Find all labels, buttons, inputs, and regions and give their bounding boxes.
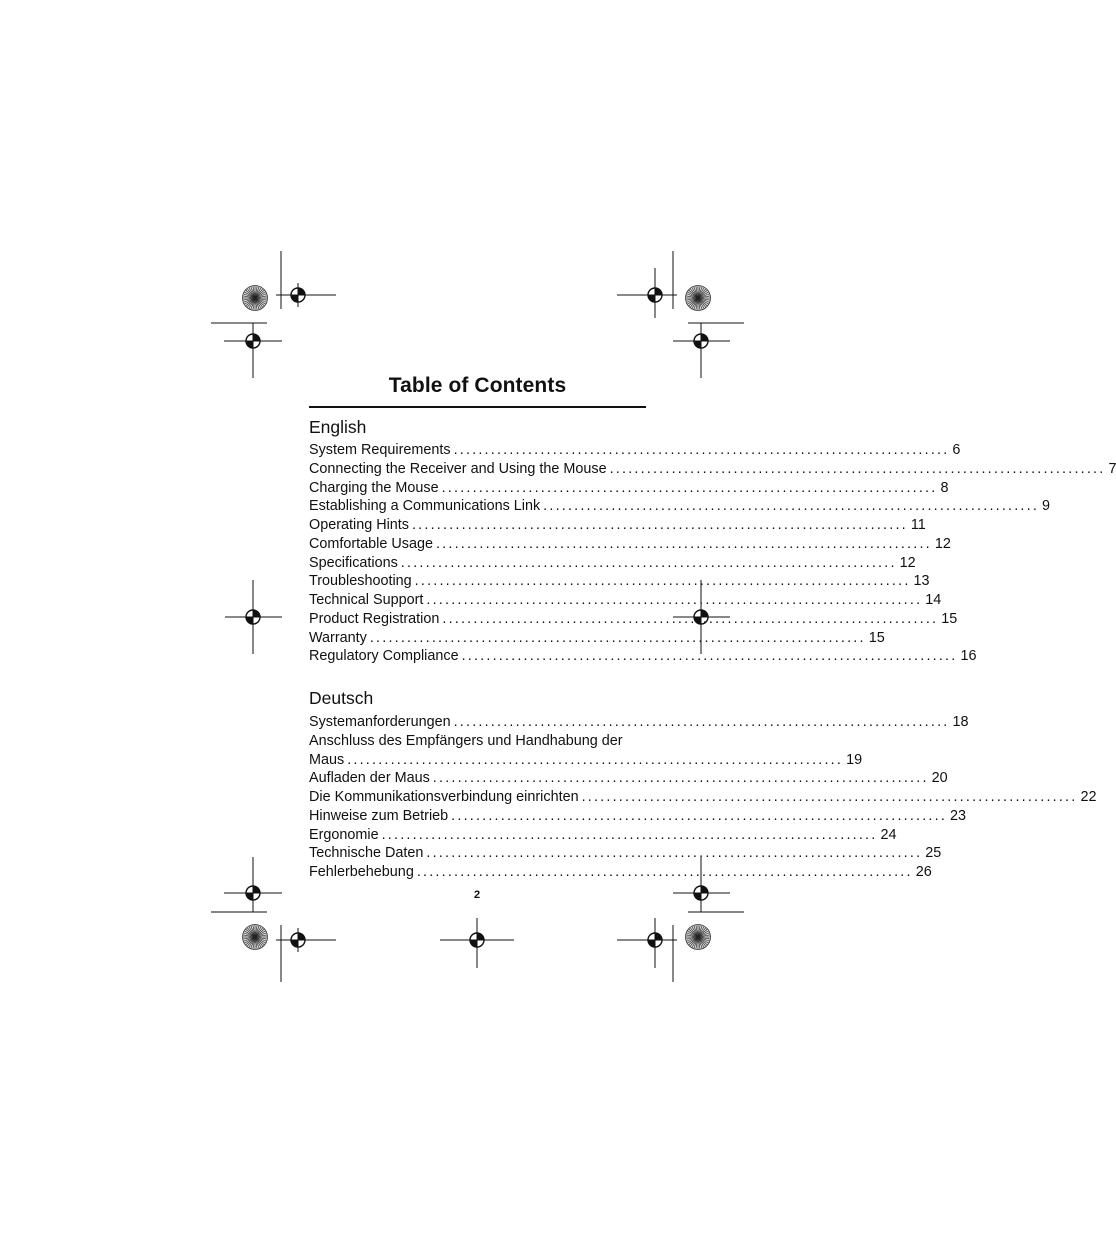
toc-entry[interactable] [309, 844, 942, 863]
toc-entry[interactable] [309, 863, 932, 882]
dot-leader: ................................................................................ [414, 573, 911, 590]
toc-entry-page: 7 [1108, 460, 1116, 477]
toc-entry-label: System Requirements [309, 442, 451, 458]
toc-entry-page: 20 [931, 770, 948, 787]
toc-entry-page: 9 [1042, 498, 1051, 515]
toc-entry-label: Technical Support [309, 592, 424, 608]
toc-entry-page: 11 [910, 517, 926, 533]
toc-entry-label: Operating Hints [309, 517, 409, 533]
toc-entry-page: 19 [846, 751, 863, 768]
toc-entry-label: Die Kommunikationsverbindung einrichten [309, 789, 579, 805]
toc-entry[interactable] [309, 769, 948, 788]
dot-leader: ................................................................................ [347, 751, 844, 768]
toc-entry-label: Systemanforderungen [309, 714, 451, 730]
dot-leader: ................................................................................ [609, 460, 1106, 477]
toc-entry-label: Establishing a Communications Link [309, 498, 541, 515]
toc-entry[interactable] [309, 460, 1116, 479]
dot-leader: ................................................................................ [442, 610, 939, 627]
toc-entry-label: Troubleshooting [309, 573, 412, 590]
toc-entry-continuation [309, 751, 863, 770]
toc-entry[interactable] [309, 497, 1051, 516]
color-target-icon [686, 925, 711, 950]
toc-entry[interactable] [309, 647, 977, 666]
registration-mark-icon [241, 329, 265, 353]
toc-entry[interactable] [309, 535, 951, 554]
toc-entry-label: Anschluss des Empfängers und Handhabung der [309, 732, 623, 749]
toc-entry-label: Regulatory Compliance [309, 648, 459, 665]
toc-entry-page: 13 [913, 573, 930, 590]
toc-entry-page: 15 [868, 629, 885, 646]
toc-entry[interactable] [309, 441, 961, 460]
dot-leader: ................................................................................ [369, 629, 866, 646]
toc-entry-page: 15 [941, 610, 958, 627]
dot-leader: ................................................................................ [411, 517, 908, 533]
toc-entry-page: 16 [960, 648, 977, 665]
toc-entry-label: Charging the Mouse [309, 479, 439, 496]
page-title: Table of Contents [388, 374, 567, 397]
toc-entry-page: 12 [899, 554, 916, 571]
toc-entry[interactable] [309, 629, 885, 648]
dot-leader: ................................................................................ [581, 789, 1078, 805]
toc-entry-page: 23 [950, 807, 967, 824]
toc-entry[interactable] [309, 572, 930, 591]
toc-entry-page: 25 [925, 845, 942, 862]
toc-entry-label: Fehlerbehebung [309, 864, 414, 880]
crop-mark-top-left [211, 251, 336, 378]
toc-entry-label: Warranty [309, 629, 367, 646]
dot-leader: ................................................................................ [426, 592, 923, 608]
dot-leader: ................................................................................ [381, 826, 878, 843]
toc-entry-page: 22 [1080, 789, 1097, 805]
registration-mark-icon [286, 283, 310, 307]
toc-entry[interactable] [309, 554, 916, 573]
toc-entry-label: Specifications [309, 554, 398, 571]
toc-entry-multiline[interactable] [309, 732, 863, 770]
crop-mark-top-right [617, 251, 744, 378]
toc-entry-label: Comfortable Usage [309, 535, 433, 552]
dot-leader: ................................................................................ [453, 442, 950, 458]
color-target-icon [686, 286, 711, 311]
dot-leader: ................................................................................ [453, 714, 950, 730]
color-target-icon [243, 286, 268, 311]
toc-entry-page: 6 [952, 442, 961, 458]
toc-entry-label: Aufladen der Maus [309, 770, 430, 787]
dot-leader: ................................................................................ [432, 770, 929, 787]
toc-entry[interactable] [309, 713, 969, 732]
color-target-icon [243, 925, 268, 950]
toc-list-deutsch [309, 713, 1097, 882]
toc-entry-label: Hinweise zum Betrieb [309, 807, 449, 824]
registration-mark-icon [241, 881, 265, 905]
toc-entry[interactable] [309, 479, 949, 498]
dot-leader: ................................................................................ [416, 864, 913, 880]
toc-entry-label-continuation: Maus [309, 751, 345, 768]
registration-mark-icon [689, 881, 713, 905]
toc-entry-page: 12 [934, 535, 951, 552]
toc-list-english [309, 441, 1116, 666]
section-heading-deutsch: Deutsch [309, 688, 374, 708]
toc-entry-page: 24 [880, 826, 897, 843]
registration-mark-icon [643, 283, 667, 307]
toc-entry-label: Ergonomie [309, 826, 379, 843]
toc-entry-label: Technische Daten [309, 845, 424, 862]
section-heading-english: English [309, 417, 367, 437]
toc-entry-page: 18 [952, 714, 969, 730]
toc-entry-label: Product Registration [309, 610, 440, 627]
toc-entry-page: 14 [925, 592, 942, 608]
toc-entry-page: 8 [940, 479, 949, 496]
toc-entry[interactable] [309, 516, 926, 535]
toc-entry[interactable] [309, 610, 958, 629]
dot-leader: ................................................................................ [435, 535, 932, 552]
title-divider [309, 406, 646, 408]
dot-leader: ................................................................................ [451, 807, 948, 824]
dot-leader: ................................................................................ [426, 845, 923, 862]
toc-entry[interactable] [309, 591, 942, 610]
dot-leader: ................................................................................ [461, 648, 958, 665]
dot-leader: ................................................................................ [400, 554, 897, 571]
dot-leader: ................................................................................ [441, 479, 938, 496]
registration-mark-icon [689, 329, 713, 353]
registration-mark-icon [241, 605, 265, 629]
registration-mark-icon [465, 928, 489, 952]
toc-entry-label: Connecting the Receiver and Using the Mouse [309, 460, 607, 477]
registration-mark-icon [286, 928, 310, 952]
toc-entry-page: 26 [915, 864, 932, 880]
toc-entry[interactable] [309, 788, 1097, 807]
dot-leader: ................................................................................ [543, 498, 1040, 515]
page-number: 2 [473, 889, 481, 901]
toc-entry[interactable] [309, 826, 897, 845]
registration-mark-icon [643, 928, 667, 952]
toc-entry[interactable] [309, 807, 967, 826]
